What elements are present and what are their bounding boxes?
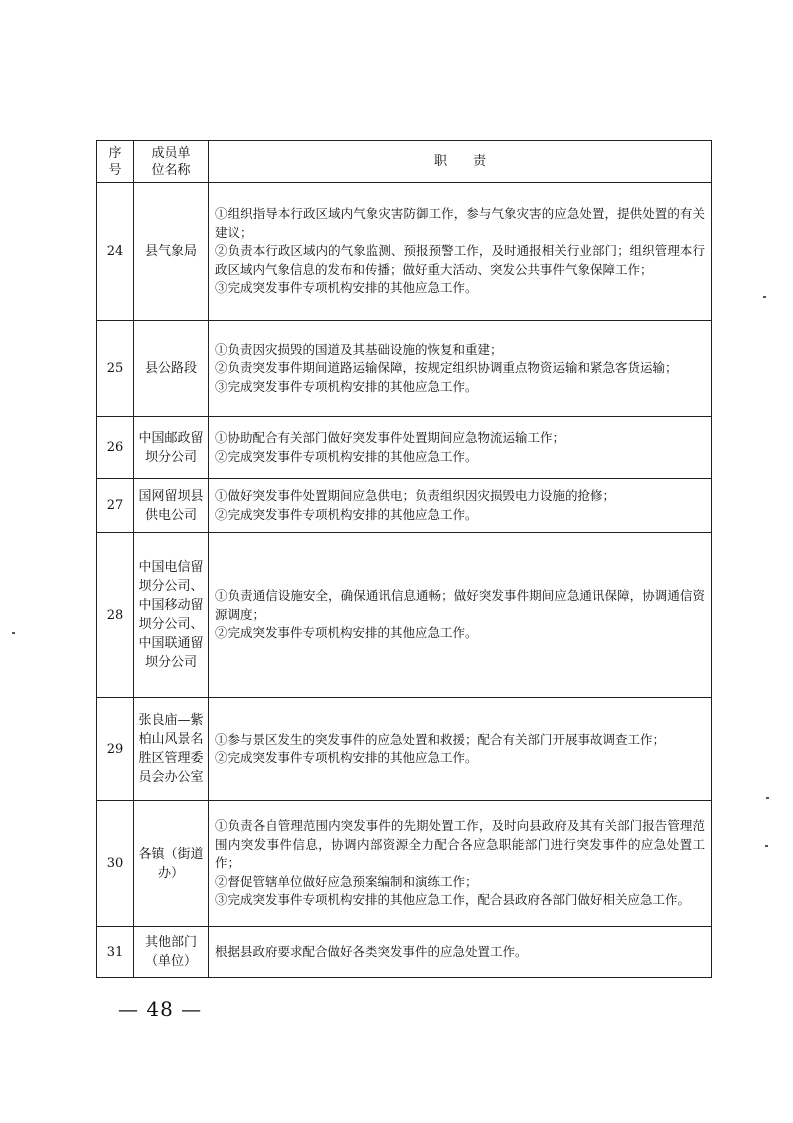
duty-item: ②完成突发事件专项机构安排的其他应急工作。 xyxy=(215,750,478,765)
row-seq: 24 xyxy=(97,183,134,321)
duty-item: ③完成突发事件专项机构安排的其他应急工作。 xyxy=(215,378,478,394)
duty-item: ②完成突发事件专项机构安排的其他应急工作。 xyxy=(215,448,478,464)
member-duty-table xyxy=(96,140,712,978)
duty-item: ①参与景区发生的突发事件的应急处置和救援；配合有关部门开展事故调查工作； xyxy=(215,731,666,747)
row-duties xyxy=(209,417,712,479)
duty-item: ②完成突发事件专项机构安排的其他应急工作。 xyxy=(215,625,478,641)
duty-item: ①组织指导本行政区域内气象灾害防御工作，参与气象灾害的应急处置，提供处置的有关建议； xyxy=(215,206,705,240)
table-row xyxy=(97,321,712,417)
duty-item: ②负责突发事件期间道路运输保障，按规定组织协调重点物资运输和紧急客货运输； xyxy=(215,360,678,376)
table-row xyxy=(97,801,712,927)
row-seq: 25 xyxy=(97,321,134,417)
row-unit-name: 中国电信留坝分公司、中国移动留坝分公司、中国联通留坝分公司 xyxy=(134,533,209,698)
duty-item: ①负责通信设施安全，确保通讯信息通畅；做好突发事件期间应急通讯保障，协调通信资源调度； xyxy=(215,588,705,622)
duty-item: ①协助配合有关部门做好突发事件处置期间应急物流运输工作； xyxy=(215,430,566,445)
duty-item: 根据县政府要求配合做好各类突发事件的应急处置工作。 xyxy=(215,943,528,959)
row-unit-name: 中国邮政留坝分公司 xyxy=(134,417,209,479)
row-unit-name: 其他部门（单位） xyxy=(134,927,209,978)
table-row xyxy=(97,417,712,479)
row-seq: 31 xyxy=(97,927,134,978)
table-row xyxy=(97,698,712,801)
duty-item: ①做好突发事件处置期间应急供电；负责组织因灾损毁电力设施的抢修； xyxy=(215,488,616,503)
table-row xyxy=(97,183,712,321)
row-seq: 30 xyxy=(97,801,134,927)
row-unit-name: 县公路段 xyxy=(134,321,209,417)
row-duties xyxy=(209,698,712,801)
row-unit-name: 各镇（街道办） xyxy=(134,801,209,927)
row-unit-name: 县气象局 xyxy=(134,183,209,321)
table-row xyxy=(97,533,712,698)
scan-speck xyxy=(763,296,766,298)
row-duties xyxy=(209,183,712,321)
row-unit-name: 张良庙—紫柏山风景名胜区管理委员会办公室 xyxy=(134,698,209,801)
table-row xyxy=(97,479,712,533)
header-duty: 职 责 xyxy=(209,141,712,183)
scan-speck xyxy=(765,845,768,847)
row-duties xyxy=(209,927,712,978)
row-seq: 29 xyxy=(97,698,134,801)
row-seq: 27 xyxy=(97,479,134,533)
duty-item: ②负责本行政区域内的气象监测、预报预警工作，及时通报相关行业部门；组织管理本行政区域内气象信息的发布和传播；做好重大活动、突发公共事件气象保障工作； xyxy=(215,243,705,277)
duty-item: ②督促管辖单位做好应急预案编制和演练工作； xyxy=(215,873,478,889)
row-duties xyxy=(209,479,712,533)
duty-item: ③完成突发事件专项机构安排的其他应急工作，配合县政府各部门做好相关应急工作。 xyxy=(215,892,691,908)
duty-item: ③完成突发事件专项机构安排的其他应急工作。 xyxy=(215,280,478,296)
header-seq: 序号 xyxy=(97,141,134,183)
header-unit: 成员单位名称 xyxy=(134,141,209,183)
table-row xyxy=(97,927,712,978)
row-seq: 26 xyxy=(97,417,134,479)
row-unit-name: 国网留坝县供电公司 xyxy=(134,479,209,533)
page-number: — 48 — xyxy=(118,997,203,1021)
row-seq: 28 xyxy=(97,533,134,698)
row-duties xyxy=(209,801,712,927)
scan-speck xyxy=(12,632,15,634)
scan-speck xyxy=(766,797,769,799)
duty-item: ①负责各自管理范围内突发事件的先期处置工作，及时向县政府及其有关部门报告管理范围内突发事件信息，协调内部资源全力配合各应急职能部门进行突发事件的应急处置工作； xyxy=(215,818,705,871)
table-header-row xyxy=(97,141,712,183)
row-duties xyxy=(209,533,712,698)
duty-item: ②完成突发事件专项机构安排的其他应急工作。 xyxy=(215,506,478,522)
duty-item: ①负责因灾损毁的国道及其基础设施的恢复和重建； xyxy=(215,341,503,357)
row-duties xyxy=(209,321,712,417)
